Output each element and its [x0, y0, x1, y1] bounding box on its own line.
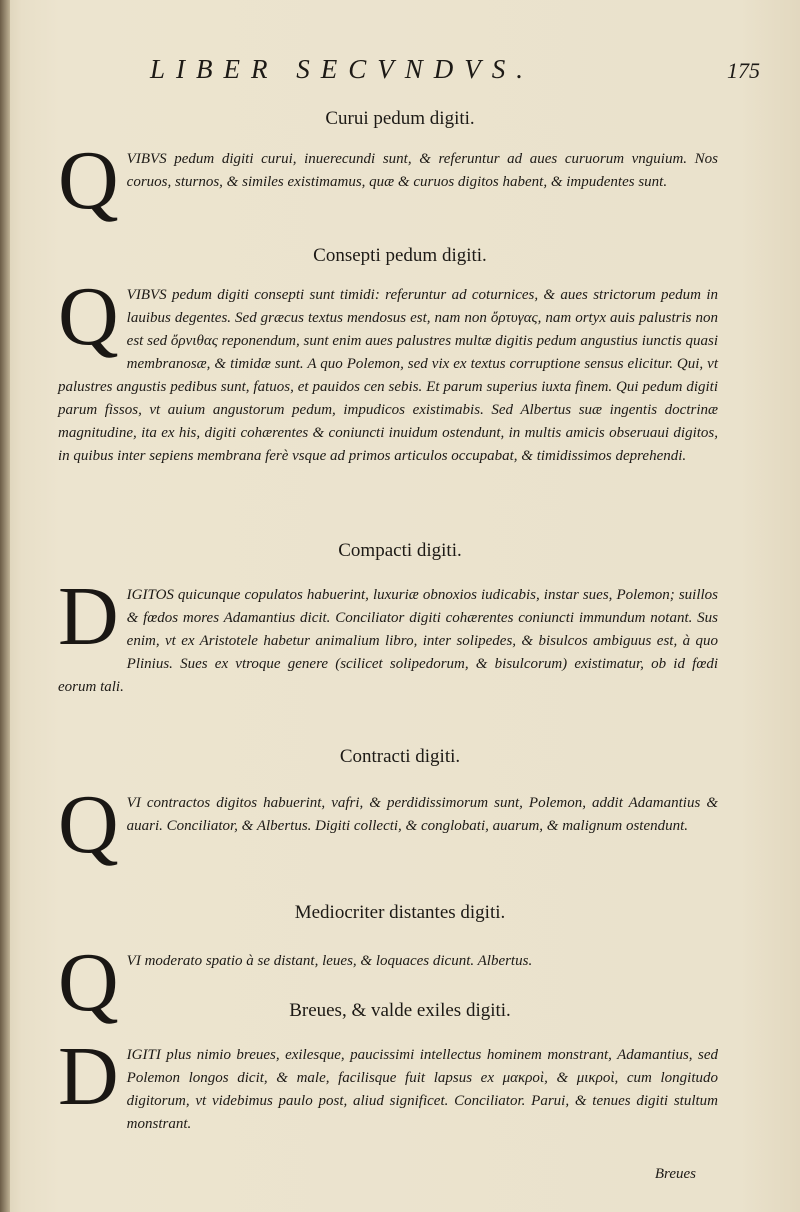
section-heading: Curui pedum digiti.	[325, 108, 475, 129]
drop-cap-initial: Q	[58, 936, 119, 1029]
catchword: Breues	[654, 1166, 696, 1182]
section-paragraph	[58, 134, 718, 227]
section-heading: Compacti digiti.	[338, 540, 462, 561]
section-paragraph	[58, 778, 718, 871]
drop-cap-initial: D	[58, 1030, 119, 1123]
paragraph-text: VIBVS pedum digiti curui, inuerecundi sunt, & referuntur ad aues curuorum vnguium. Nos coruos, sturnos, & similes existimamus, quæ & curuos digitos habent, & impudentes sunt.	[126, 151, 718, 190]
page-number: 175	[727, 58, 760, 83]
drop-cap-initial: Q	[58, 134, 119, 227]
paragraph-text: VIBVS pedum digiti consepti sunt timidi: referuntur ad coturnices, & aues strictorum pedum in lauibus degentes. Sed græcus textus mendosus est, nam non ὄρτυγας, nam ortyx auis palustris non est sed ὄρνιθας reponendum, sunt enim aues palustres multæ digitis pedum angustius iunctis quasi membranosæ, & timidæ sunt. A quo Polemon, sed vix ex textus corruptione sensus elicitur. Qui, vt palustres angustis pedibus sunt, fatuos, et pauidos cen sebis. Et parum superius iuxta finem. Qui pedum digiti parum fissos, vt auium angustorum pedum, impudicos existimabis. Sed Albertus suæ ingentis doctrinæ magnitudine, ita ex his, digiti cohærentes & coniuncti inuidum ostendunt, in multis amicis obseruaui digitos, in quibus inter sepiens membrana ferè vsque ad primos articulos occupabat, & timidissimos deprehendi.	[58, 287, 718, 464]
page-spine-shadow	[0, 0, 10, 1212]
paragraph-text: IGITI plus nimio breues, exilesque, paucissimi intellectus hominem monstrant, Adamantius, sed Polemon longos dicit, & male, facilisque fuit lapsus ex μακροὶ, & μικροὶ, cum longitudo digitorum, vt videbimus paulo post, aliud significet. Conciliator. Parui, & tenues digiti stultum monstrant.	[126, 1047, 718, 1132]
section-paragraph	[58, 570, 718, 699]
section-paragraph	[58, 270, 718, 468]
drop-cap-initial: Q	[58, 270, 119, 363]
section-paragraph	[58, 1030, 718, 1136]
drop-cap-initial: D	[58, 570, 119, 663]
paragraph-text: VI contractos digitos habuerint, vafri, & perdidissimorum sunt, Polemon, addit Adamantius & auari. Conciliator, & Albertus. Digiti collecti, & conglobati, auarum, & malignum ostendunt.	[126, 795, 718, 834]
section-heading: Contracti digiti.	[339, 746, 461, 767]
section-heading: Mediocriter distantes digiti.	[294, 902, 506, 923]
section-heading: Breues, & valde exiles digiti.	[289, 1000, 511, 1021]
paragraph-text: VI moderato spatio à se distant, leues, & loquaces dicunt. Albertus.	[126, 953, 533, 969]
running-head-title: LIBER SECVNDVS.	[150, 54, 534, 84]
drop-cap-initial: Q	[58, 778, 119, 871]
running-head	[150, 54, 760, 88]
section-heading: Consepti pedum digiti.	[313, 245, 487, 266]
paragraph-text: IGITOS quicunque copulatos habuerint, luxuriæ obnoxios iudicabis, instar sues, Polemon; suillos & fœdos mores Adamantius dicit. Conciliator digiti cohærentes coniuncti immundum notant. Sus enim, vt ex Aristotele habetur animalium libro, inter solipedes, & bisulcos ambiguus est, à quo Plinius. Sues ex vtroque genere (scilicet solipedorum, & bisulcorum) existimatur, ob id fœdi eorum tali.	[58, 587, 718, 695]
